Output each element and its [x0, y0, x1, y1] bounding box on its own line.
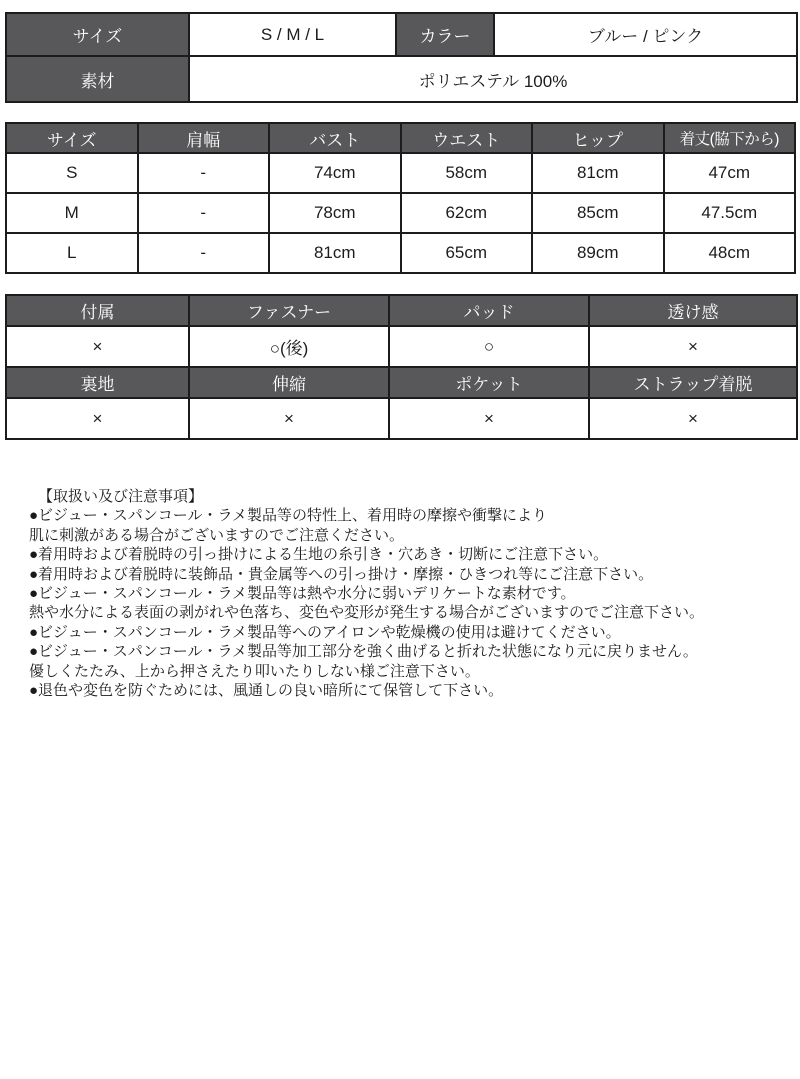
- feature-header-pad: パッド: [389, 295, 589, 326]
- note-line: 優しくたたみ、上から押さえたり叩いたりしない様ご注意下さい。: [29, 662, 480, 680]
- table-header-row: [6, 367, 797, 398]
- cell-bust: 78cm: [269, 193, 401, 233]
- cell-waist: 65cm: [401, 233, 533, 273]
- feature-header-accessory: 付属: [6, 295, 189, 326]
- material-header-cell: 素材: [6, 56, 189, 102]
- feature-header-pocket: ポケット: [389, 367, 589, 398]
- product-info-table: [5, 12, 798, 103]
- feature-value-strap: ×: [589, 398, 797, 439]
- measurements-table: [5, 122, 796, 274]
- note-line: ●ビジュー・スパンコール・ラメ製品等へのアイロンや乾燥機の使用は避けてください。: [29, 623, 621, 641]
- note-line: ●退色や変色を防ぐためには、風通しの良い暗所にて保管して下さい。: [29, 682, 504, 700]
- table-header-row: [6, 295, 797, 326]
- cell-waist: 62cm: [401, 193, 533, 233]
- cell-hip: 81cm: [532, 153, 664, 193]
- feature-value-lining: ×: [6, 398, 189, 439]
- note-line: ●ビジュー・スパンコール・ラメ製品等の特性上、着用時の摩擦や衝撃により: [29, 507, 548, 525]
- note-line: 熱や水分による表面の剥がれや色落ち、変色や変形が発生する場合がございますのでご注意下さい。: [29, 604, 705, 622]
- feature-header-zipper: ファスナー: [189, 295, 389, 326]
- table-row-s: [6, 153, 795, 193]
- cell-shoulder: -: [138, 233, 270, 273]
- material-value-cell: ポリエステル 100%: [189, 56, 797, 102]
- note-line: ●ビジュー・スパンコール・ラメ製品等は熱や水分に弱いデリケートな素材です。: [29, 585, 576, 603]
- cell-length: 47cm: [664, 153, 796, 193]
- cell-shoulder: -: [138, 153, 270, 193]
- col-header-length: 着丈(脇下から): [664, 123, 796, 153]
- color-header-cell: カラー: [396, 13, 494, 56]
- cell-length: 47.5cm: [664, 193, 796, 233]
- handling-notes: [0, 487, 800, 700]
- table-row: [6, 56, 797, 102]
- cell-size: S: [6, 153, 138, 193]
- cell-size: L: [6, 233, 138, 273]
- feature-value-accessory: ×: [6, 326, 189, 367]
- table-row: [6, 398, 797, 439]
- feature-header-strap: ストラップ着脱: [589, 367, 797, 398]
- col-header-hip: ヒップ: [532, 123, 664, 153]
- feature-value-zipper: ○(後): [189, 326, 389, 367]
- cell-length: 48cm: [664, 233, 796, 273]
- cell-shoulder: -: [138, 193, 270, 233]
- cell-hip: 89cm: [532, 233, 664, 273]
- table-row: [6, 13, 797, 56]
- col-header-waist: ウエスト: [401, 123, 533, 153]
- cell-bust: 81cm: [269, 233, 401, 273]
- color-value-cell: ブルー / ピンク: [494, 13, 797, 56]
- size-value-cell: S / M / L: [189, 13, 396, 56]
- col-header-shoulder: 肩幅: [138, 123, 270, 153]
- features-table: [5, 294, 798, 440]
- feature-value-stretch: ×: [189, 398, 389, 439]
- feature-value-pocket: ×: [389, 398, 589, 439]
- feature-header-stretch: 伸縮: [189, 367, 389, 398]
- col-header-size: サイズ: [6, 123, 138, 153]
- note-line: 肌に刺激がある場合がございますのでご注意ください。: [29, 526, 405, 544]
- col-header-bust: バスト: [269, 123, 401, 153]
- table-row-m: [6, 193, 795, 233]
- table-header-row: [6, 123, 795, 153]
- feature-header-sheerness: 透け感: [589, 295, 797, 326]
- cell-hip: 85cm: [532, 193, 664, 233]
- size-header-cell: サイズ: [6, 13, 189, 56]
- cell-size: M: [6, 193, 138, 233]
- note-line: ●着用時および着脱時に装飾品・貴金属等への引っ掛け・摩擦・ひきつれ等にご注意下さい。: [29, 565, 654, 583]
- table-row: [6, 326, 797, 367]
- cell-bust: 74cm: [269, 153, 401, 193]
- feature-header-lining: 裏地: [6, 367, 189, 398]
- cell-waist: 58cm: [401, 153, 533, 193]
- feature-value-pad: ○: [389, 326, 589, 367]
- feature-value-sheerness: ×: [589, 326, 797, 367]
- note-line: ●着用時および着脱時の引っ掛けによる生地の糸引き・穴あき・切断にご注意下さい。: [29, 546, 609, 564]
- note-line: ●ビジュー・スパンコール・ラメ製品等加工部分を強く曲げると折れた状態になり元に戻りません。: [29, 643, 698, 661]
- notes-title: 【取扱い及び注意事項】: [38, 488, 204, 505]
- table-row-l: [6, 233, 795, 273]
